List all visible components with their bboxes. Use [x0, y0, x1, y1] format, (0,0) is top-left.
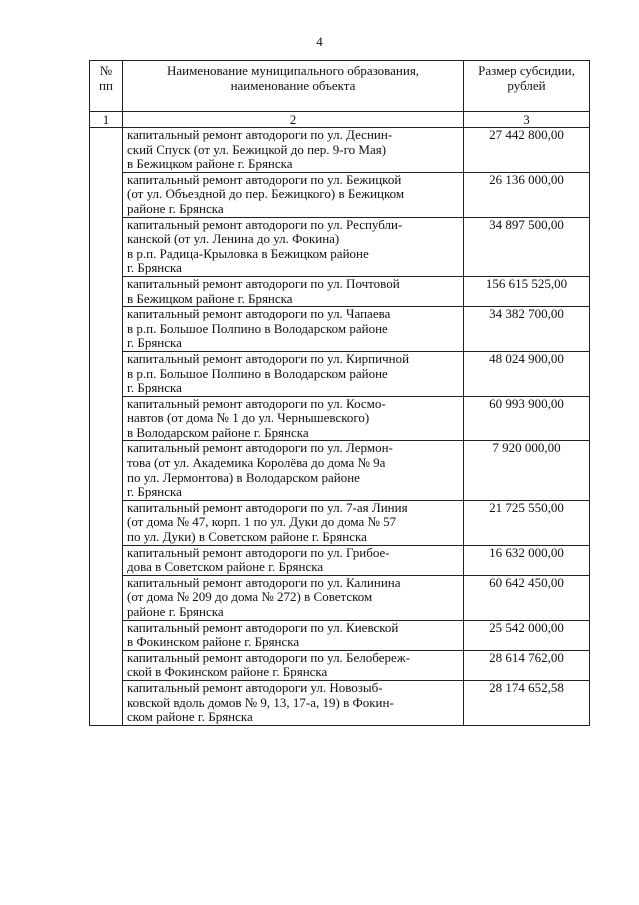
table-row — [90, 396, 590, 441]
table-row — [90, 128, 590, 173]
object-name-line: това (от ул. Академика Королёва до дома № 9а — [127, 455, 386, 471]
object-name-cell — [123, 575, 464, 620]
table-body — [90, 128, 590, 726]
object-name-line: в р.п. Большое Полпино в Володарском районе — [127, 320, 388, 336]
subsidy-amount-cell: 34 382 700,00 — [464, 307, 590, 352]
object-name-line: капитальный ремонт автодороги по ул. Бежицкой — [127, 171, 402, 187]
object-name-cell — [123, 351, 464, 396]
table-row — [90, 545, 590, 575]
object-name-line: (от дома № 209 до дома № 272) в Советском — [127, 589, 373, 605]
object-name-line: в Фокинском районе г. Брянска — [127, 634, 300, 650]
object-name-line: капитальный ремонт автодороги по ул. Почтовой — [127, 275, 400, 291]
object-name-cell — [123, 441, 464, 500]
header-row-number: № пп — [90, 61, 123, 112]
column-number: 1 — [90, 112, 123, 128]
object-name-line: в Володарском районе г. Брянска — [127, 424, 309, 440]
object-name-line: капитальный ремонт автодороги по ул. Калинина — [127, 574, 401, 590]
object-name-cell — [123, 276, 464, 306]
object-name-cell — [123, 500, 464, 545]
column-number: 3 — [464, 112, 590, 128]
table-row — [90, 441, 590, 500]
table-row — [90, 680, 590, 725]
object-name-line: в Бежицком районе г. Брянска — [127, 156, 293, 172]
object-name-line: в р.п. Большое Полпино в Володарском районе — [127, 365, 388, 381]
subsidy-amount-cell: 60 993 900,00 — [464, 396, 590, 441]
column-number: 2 — [123, 112, 464, 128]
object-name-line: капитальный ремонт автодороги по ул. Киевской — [127, 619, 399, 635]
object-name-line: в р.п. Радица-Крыловка в Бежицком районе — [127, 245, 369, 261]
object-name-line: дова в Советском районе г. Брянска — [127, 559, 324, 575]
subsidy-amount-cell: 21 725 550,00 — [464, 500, 590, 545]
object-name-line: г. Брянска — [127, 335, 182, 351]
object-name-line: капитальный ремонт автодороги ул. Новозыб- — [127, 679, 383, 695]
object-name-line: капитальный ремонт автодороги по ул. Грибое- — [127, 544, 390, 560]
object-name-line: в Бежицком районе г. Брянска — [127, 290, 293, 306]
object-name-cell — [123, 172, 464, 217]
subsidy-amount-cell: 34 897 500,00 — [464, 217, 590, 276]
table-row — [90, 172, 590, 217]
table-row — [90, 307, 590, 352]
subsidy-amount-cell: 16 632 000,00 — [464, 545, 590, 575]
table-row — [90, 575, 590, 620]
object-name-line: по ул. Лермонтова) в Володарском районе — [127, 469, 360, 485]
object-name-cell — [123, 650, 464, 680]
table-row — [90, 351, 590, 396]
subsidy-amount-cell: 28 614 762,00 — [464, 650, 590, 680]
object-name-line: капитальный ремонт автодороги по ул. Космо- — [127, 395, 386, 411]
table-row — [90, 620, 590, 650]
object-name-line: районе г. Брянска — [127, 604, 224, 619]
row-number-cell — [90, 128, 123, 726]
table-row — [90, 650, 590, 680]
header-subsidy-amount: Размер субсидии, рублей — [464, 61, 590, 112]
column-number-row — [90, 112, 590, 128]
subsidy-amount-cell: 25 542 000,00 — [464, 620, 590, 650]
subsidy-amount-cell: 27 442 800,00 — [464, 128, 590, 173]
object-name-line: по ул. Дуки) в Советском районе г. Брянска — [127, 529, 367, 545]
object-name-line: г. Брянска — [127, 380, 182, 396]
object-name-line: капитальный ремонт автодороги по ул. Республи- — [127, 216, 403, 232]
object-name-line: г. Брянска — [127, 484, 182, 500]
table-row — [90, 500, 590, 545]
object-name-line: (от дома № 47, корп. 1 по ул. Дуки до дома № 57 — [127, 514, 397, 530]
object-name-line: канской (от ул. Ленина до ул. Фокина) — [127, 231, 340, 247]
object-name-line: ском районе г. Брянска — [127, 709, 253, 725]
object-name-line: капитальный ремонт автодороги по ул. Лермон- — [127, 440, 393, 456]
object-name-line: капитальный ремонт автодороги по ул. 7-ая Линия — [127, 499, 408, 515]
subsidy-amount-cell: 48 024 900,00 — [464, 351, 590, 396]
object-name-line: ковской вдоль домов № 9, 13, 17-а, 19) в Фокин- — [127, 694, 394, 710]
object-name-line: ской в Фокинском районе г. Брянска — [127, 664, 328, 680]
object-name-cell — [123, 545, 464, 575]
header-object-name: Наименование муниципального образования, наименование объекта — [123, 61, 464, 112]
table-header-row — [90, 61, 590, 112]
object-name-cell — [123, 307, 464, 352]
table-row — [90, 276, 590, 306]
object-name-line: (от ул. Объездной до пер. Бежицкого) в Бежицком — [127, 186, 405, 202]
table-row — [90, 217, 590, 276]
subsidy-amount-cell: 60 642 450,00 — [464, 575, 590, 620]
subsidy-table — [89, 60, 590, 726]
object-name-line: навтов (от дома № 1 до ул. Чернышевского) — [127, 410, 370, 426]
subsidy-amount-cell: 7 920 000,00 — [464, 441, 590, 500]
object-name-line: капитальный ремонт автодороги по ул. Чапаева — [127, 306, 391, 322]
page-number: 4 — [316, 34, 323, 49]
object-name-line: г. Брянска — [127, 260, 182, 276]
object-name-cell — [123, 680, 464, 725]
object-name-line: капитальный ремонт автодороги по ул. Деснин- — [127, 127, 393, 142]
object-name-line: капитальный ремонт автодороги по ул. Белобереж- — [127, 649, 411, 665]
object-name-cell — [123, 217, 464, 276]
object-name-cell — [123, 396, 464, 441]
subsidy-amount-cell: 28 174 652,58 — [464, 680, 590, 725]
object-name-line: районе г. Брянска — [127, 200, 224, 216]
object-name-line: капитальный ремонт автодороги по ул. Кирпичной — [127, 350, 410, 366]
subsidy-amount-cell: 26 136 000,00 — [464, 172, 590, 217]
object-name-cell — [123, 128, 464, 173]
object-name-cell — [123, 620, 464, 650]
subsidy-amount-cell: 156 615 525,00 — [464, 276, 590, 306]
object-name-line: ский Спуск (от ул. Бежицкой до пер. 9-го Мая) — [127, 141, 387, 157]
